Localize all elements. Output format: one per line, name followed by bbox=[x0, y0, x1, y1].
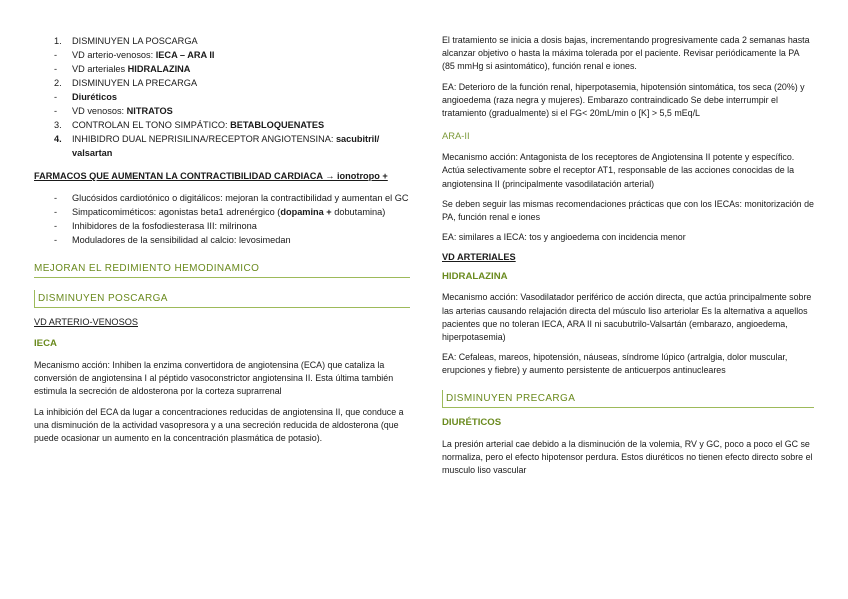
ara-mechanism-paragraph: Mecanismo acción: Antagonista de los receptores de Angiotensina II potente y específico. Actúa selectivamente sobre el receptor AT1, responsable de las acciones conocidas de la angiotensina II (principalmente vasodilatación arterial) bbox=[442, 152, 795, 189]
ara-adverse-effects-paragraph: EA: similares a IECA: tos y angioedema con incidencia menor bbox=[442, 232, 686, 243]
ara-recommendations-paragraph: Se deben seguir las mismas recomendaciones prácticas que con los IECAs: monitorización de PA, función renal e iones bbox=[442, 198, 814, 223]
list-item: - Simpaticomiméticos: agonistas beta1 adrenérgico (dopamina + dobutamina) bbox=[54, 207, 386, 217]
treatment-paragraph: El tratamiento se inicia a dosis bajas, incrementando progresivamente cada 2 semanas hasta alcanzar objetivo o hasta la máxima tolerada por el paciente. Revisar periódicamente la PA (85 mmHg si asintomático), función renal e iones. bbox=[442, 35, 810, 72]
vd-arteriales-heading: VD ARTERIALES bbox=[442, 252, 516, 263]
list-item: 1. DISMINUYEN LA POSCARGA bbox=[54, 36, 198, 46]
list-item: 4. INHIBIDRO DUAL NEPRISILINA/RECEPTOR ANGIOTENSINA: sacubitril/ valsartan bbox=[54, 134, 380, 158]
diureticos-paragraph: La presión arterial cae debido a la disminución de la volemia, RV y GC, poco a poco el GC se normaliza, pero el efecto hipotensor perdura. Estos diuréticos no tienen efecto directo sobre el musculo liso vascular bbox=[442, 438, 813, 476]
list-item: - Moduladores de la sensibilidad al calcio: levosimedan bbox=[54, 235, 291, 245]
ieca-mechanism-paragraph: Mecanismo acción: Inhiben la enzima convertidora de angiotensina (ECA) que cataliza la conversión de angiotensina I al péptido vasoconstrictor angiotensina II. Esta última también estimula la secreción de aldosterona por la corteza suprarrenal bbox=[34, 360, 394, 397]
list-item: - Inhibidores de la fosfodiesterasa III: milrinona bbox=[54, 221, 257, 231]
list-item: 2. DISMINUYEN LA PRECARGA bbox=[54, 78, 198, 88]
section-mejoran-heading: MEJORAN EL REDIMIENTO HEMODINAMICO bbox=[34, 263, 410, 278]
hidralazina-heading: HIDRALAZINA bbox=[442, 271, 508, 283]
right-column bbox=[442, 34, 814, 477]
left-column bbox=[34, 34, 410, 445]
hidralazina-mechanism-paragraph: Mecanismo acción: Vasodilatador periférico de acción directa, que actúa principalmente sobre las arterias causando relajación directa del músculo liso arteriolar Es la alternativa a aquellos pacientes que no toleran IECA, ARA II ni sacubutrilo-Valsartán (embarazo, angioedema, hiperpotasemia) bbox=[442, 292, 812, 343]
treatment-list bbox=[54, 34, 410, 160]
vd-arteriovenosos-heading: VD ARTERIO-VENOSOS bbox=[34, 317, 138, 327]
ieca-heading: IECA bbox=[34, 338, 57, 349]
section-poscarga-heading: DISMINUYEN POSCARGA bbox=[34, 290, 410, 308]
list-item: 3. CONTROLAN EL TONO SIMPÁTICO: BETABLOQUENATES bbox=[54, 120, 325, 130]
hidralazina-adverse-effects-paragraph: EA: Cefaleas, mareos, hipotensión, náuseas, síndrome lúpico (artralgia, dolor muscular, erupciones y fiebre) y aumento persistente de anticuerpos antinucleares bbox=[442, 352, 788, 376]
list-item: - Diuréticos bbox=[54, 92, 117, 102]
list-item: - VD arteriales HIDRALAZINA bbox=[54, 64, 191, 74]
list-item: - VD arterio-venosos: IECA – ARA II bbox=[54, 50, 215, 60]
ieca-inhibition-paragraph: La inhibición del ECA da lugar a concentraciones reducidas de angiotensina II, que conduce a una disminución de la actividad vasopresora y a una secreción reducida de aldosterona (que puede ocasionar un aumento en la concentración plasmática de potasio). bbox=[34, 406, 404, 444]
list-item: - VD venosos: NITRATOS bbox=[54, 106, 173, 116]
section-precarga-heading: DISMINUYEN PRECARGA bbox=[442, 390, 814, 408]
farmacos-heading: FARMACOS QUE AUMENTAN LA CONTRACTIBILIDAD CARDIACA → ionotropo + bbox=[34, 171, 388, 181]
ieca-adverse-effects-paragraph: EA: Deterioro de la función renal, hiperpotasemia, hipotensión sintomática, tos seca (20%) y angioedema (raza negra y mujeres). Embarazo contraindicado Se debe interrumpir el tratamiento (gradualmente) si el FG< 20mL/min o [K] > 5,5 mEq/L bbox=[442, 81, 805, 119]
diureticos-heading: DIURÉTICOS bbox=[442, 416, 502, 428]
list-item: - Glucósidos cardiotónico o digitálicos: mejoran la contractibilidad y aumentan el GC bbox=[54, 193, 409, 203]
ara-ii-heading: ARA-II bbox=[442, 130, 470, 142]
inotropic-list bbox=[54, 191, 410, 247]
